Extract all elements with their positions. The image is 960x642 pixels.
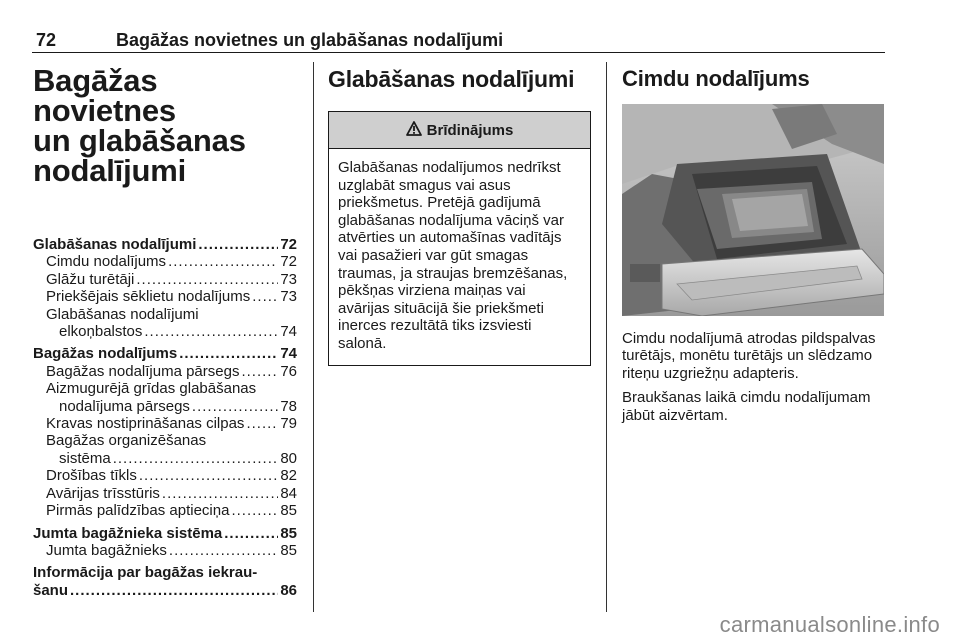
paragraph-2: Braukšanas laikā cimdu nodalījumam jābūt aizvērtam. xyxy=(622,389,871,424)
toc-leader-dots xyxy=(241,363,278,380)
toc-page-number: 74 xyxy=(280,345,297,363)
toc-leader-dots xyxy=(192,398,278,415)
left-column xyxy=(33,60,297,604)
subsection-title: Cimdu nodalījums xyxy=(622,66,810,91)
warning-box xyxy=(328,111,591,366)
toc-entry[interactable] xyxy=(33,253,297,270)
toc-page-number: 73 xyxy=(280,270,297,288)
toc-leader-dots xyxy=(169,542,278,559)
toc-entry[interactable] xyxy=(33,323,297,340)
toc-entry-text: šanu xyxy=(33,581,69,599)
toc-entry-text: Priekšējais sēklietu nodalījums xyxy=(46,288,251,306)
toc-entry[interactable] xyxy=(33,525,297,542)
toc-entry-text: sistēma xyxy=(59,449,111,467)
toc-page-number: 86 xyxy=(280,581,297,599)
toc-leader-dots xyxy=(139,467,278,484)
toc-page-number: 72 xyxy=(280,253,297,271)
toc-leader-dots xyxy=(144,323,278,340)
toc-entry[interactable] xyxy=(33,236,297,253)
toc-entry-text: Jumta bagāžnieks xyxy=(46,541,167,559)
toc-leader-dots xyxy=(231,502,278,519)
warning-title: Brīdinājums xyxy=(426,121,514,139)
watermark: carmanualsonline.info xyxy=(719,612,940,637)
header-title: Bagāžas novietnes un glabāšanas nodalījumi xyxy=(116,30,504,50)
toc-entry[interactable] xyxy=(33,485,297,502)
toc-entry-text: elkoņbalstos xyxy=(59,323,143,341)
toc-entry-text: Drošības tīkls xyxy=(46,467,137,485)
warning-header xyxy=(329,112,590,149)
toc-leader-dots xyxy=(168,253,278,270)
toc-entry-text: Glāžu turētāji xyxy=(46,270,135,288)
toc-page-number: 79 xyxy=(280,415,297,433)
toc-page-number: 72 xyxy=(280,236,297,253)
section-title: Glabāšanas nodalījumi xyxy=(328,66,575,92)
toc-entry[interactable] xyxy=(33,542,297,559)
toc-entry[interactable] xyxy=(33,450,297,467)
toc-entry[interactable] xyxy=(33,398,297,415)
toc-leader-dots xyxy=(252,288,278,305)
toc-entry[interactable] xyxy=(33,363,297,380)
toc-leader-dots xyxy=(113,450,279,467)
warning-text: Glabāšanas nodalījumos nedrīkst uzglabāt smagus vai asus priekšmetus. Pretējā gadījumā glabāšanas nodalījuma vāciņš var atvērties un automašīnas vadītājs vai pasažieri var gūt smagas traumas, ja straujas bremzēšanas, pēkšņas virziena maiņas vai avārijas situācijā šie priekšmeti inerces rezultātā tiks izsviesti salonā. xyxy=(338,159,568,352)
page-header xyxy=(32,30,885,53)
toc-leader-dots xyxy=(162,485,278,502)
toc-leader-dots xyxy=(70,582,278,599)
toc-page-number: 78 xyxy=(280,397,297,415)
toc-page-number: 85 xyxy=(280,524,297,542)
toc-section xyxy=(33,236,297,340)
toc-entry[interactable] xyxy=(33,415,297,432)
toc-entry[interactable] xyxy=(33,345,297,362)
toc-page-number: 80 xyxy=(280,449,297,467)
toc-entry-text: Jumta bagāžnieka sistēma xyxy=(33,524,223,542)
toc-entry-text: nodalījuma pārsegs xyxy=(59,397,190,415)
toc-entry[interactable] xyxy=(33,467,297,484)
toc-leader-dots xyxy=(179,345,278,362)
toc-page-number: 73 xyxy=(280,288,297,306)
toc-entry-text: Pirmās palīdzības aptieciņa xyxy=(46,502,230,520)
toc-entry[interactable] xyxy=(33,271,297,288)
glovebox-photo xyxy=(622,104,884,316)
toc-page-number: 82 xyxy=(280,467,297,485)
toc-page-number: 76 xyxy=(280,362,297,380)
toc-leader-dots xyxy=(136,271,278,288)
chapter-title: Bagāžas novietnes un glabāšanas nodalījumi xyxy=(33,63,246,188)
page-number: 72 xyxy=(36,30,57,50)
right-column xyxy=(622,60,886,431)
toc-entry-text[interactable]: Aizmugurējā grīdas glabāšanas xyxy=(46,380,257,398)
warning-triangle-icon xyxy=(406,121,422,140)
column-divider-1 xyxy=(313,62,314,612)
toc-page-number: 84 xyxy=(280,484,297,502)
toc-leader-dots xyxy=(198,236,278,253)
toc-entry-text[interactable]: Bagāžas organizēšanas xyxy=(46,432,207,450)
toc-entry-text: Bagāžas nodalījuma pārsegs xyxy=(46,362,240,380)
toc-entry-text: Cimdu nodalījums xyxy=(46,253,167,271)
toc-entry-text: Glabāšanas nodalījumi xyxy=(33,236,197,253)
toc-entry[interactable] xyxy=(33,582,297,599)
middle-column xyxy=(328,60,592,366)
table-of-contents xyxy=(33,236,297,599)
column-divider-2 xyxy=(606,62,607,612)
toc-entry-text: Kravas nostiprināšanas cilpas xyxy=(46,415,245,433)
toc-entry-text: Bagāžas nodalījums xyxy=(33,345,178,363)
toc-leader-dots xyxy=(224,525,278,542)
toc-page-number: 74 xyxy=(280,323,297,341)
toc-page-number: 85 xyxy=(280,541,297,559)
toc-section xyxy=(33,525,297,560)
toc-section xyxy=(33,345,297,519)
toc-entry-text: Avārijas trīsstūris xyxy=(46,484,160,502)
toc-leader-dots xyxy=(246,415,278,432)
paragraph-1: Cimdu nodalījumā atrodas pildspalvas turētājs, monētu turētājs un slēdzamo riteņu uzgriežņu adapteris. xyxy=(622,330,876,382)
toc-entry-text[interactable]: Informācija par bagāžas iekrau- xyxy=(33,564,258,582)
toc-entry-text[interactable]: Glabāšanas nodalījumi xyxy=(46,305,199,323)
toc-entry[interactable] xyxy=(33,502,297,519)
toc-section xyxy=(33,564,297,599)
toc-page-number: 85 xyxy=(280,502,297,520)
toc-entry[interactable] xyxy=(33,288,297,305)
